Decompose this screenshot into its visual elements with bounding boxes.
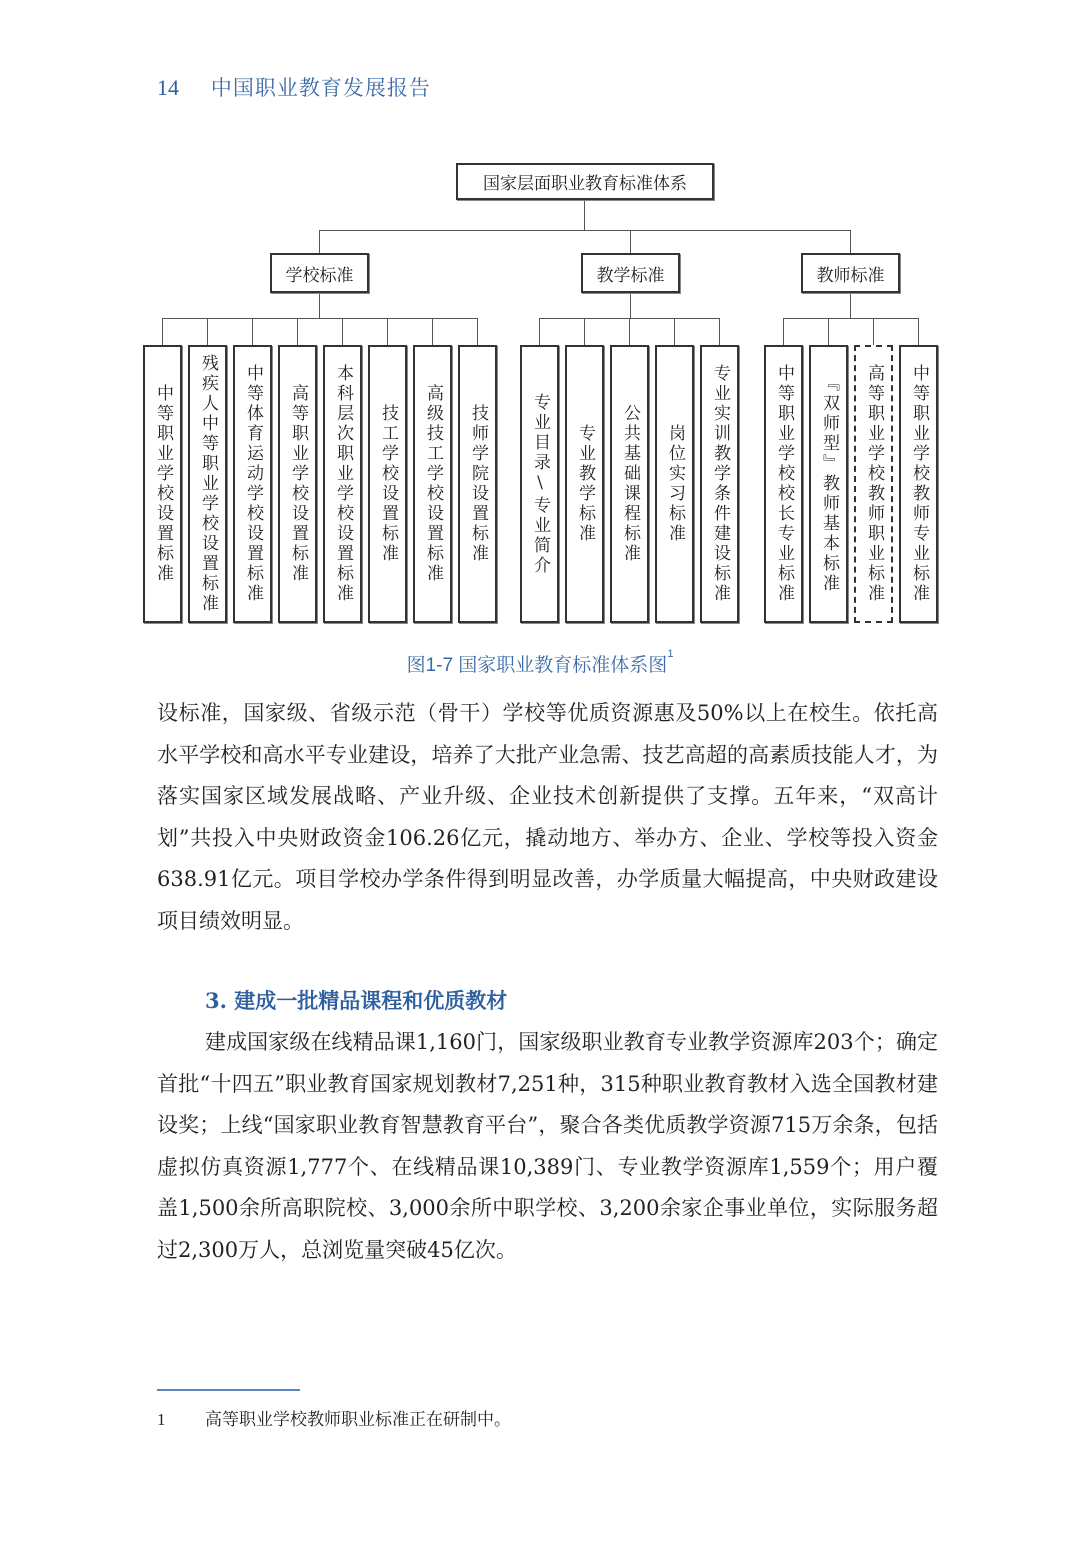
connector-line: [629, 318, 630, 345]
leaf-node: [520, 345, 559, 623]
connector-line: [162, 318, 163, 345]
connector-line: [432, 318, 433, 345]
connector-line: [477, 318, 478, 345]
leaf-node: [764, 345, 803, 623]
leaf-node: [278, 345, 317, 623]
leaf-node: [323, 345, 362, 623]
leaf-node: [413, 345, 452, 623]
leaf-node-pending: [854, 345, 893, 623]
connector-line: [783, 318, 919, 319]
leaf-label: 中等职业学校设置标准: [153, 384, 173, 584]
leaf-node: [655, 345, 694, 623]
leaf-label: 高等职业学校教师职业标准: [864, 364, 884, 604]
connector-line: [252, 318, 253, 345]
leaf-label: 岗位实习标准: [665, 424, 685, 544]
body-paragraph: 设标准，国家级、省级示范（骨干）学校等优质资源惠及50%以上在校生。依托高水平学校和高水平专业建设，培养了大批产业急需、技艺高超的高素质技能人才，为落实国家区域发展战略、产业升级、企业技术创新提供了支撑。五年来，“双高计划”共投入中央财政资金106.26亿元，撬动地方、举办方、企业、学校等投入资金638.91亿元。项目学校办学条件得到明显改善，办学质量大幅提高，中央财政建设项目绩效明显。: [157, 701, 938, 933]
body-paragraph: 建成国家级在线精品课1,160门，国家级职业教育专业教学资源库203个；确定首批“十四五”职业教育国家规划教材7,251种，315种职业教育教材入选全国教材建设奖；上线“国家职业教育智慧教育平台”，聚合各类优质教学资源715万余条，包括虚拟仿真资源1,777个、在线精品课10,389门、专业教学资源库1,559个；用户覆盖1,500余所高职院校、3,000余所中职学校、3,200余家企事业单位，实际服务超过2,300万人，总浏览量突破45亿次。: [157, 1030, 938, 1262]
figure-caption: [0, 650, 1080, 677]
leaf-node: [143, 345, 182, 623]
footnote-ref[interactable]: 1: [667, 648, 674, 660]
leaf-node: [809, 345, 848, 623]
connector-line: [297, 318, 298, 345]
leaf-label: 残疾人中等职业学校设置标准: [198, 354, 218, 614]
connector-line: [539, 318, 540, 345]
leaf-label: 专业目录\专业简介: [530, 392, 550, 576]
leaf-node: [610, 345, 649, 623]
connector-line: [387, 318, 388, 345]
connector-line: [630, 230, 631, 253]
connector-line: [342, 318, 343, 345]
category-node-school: [270, 253, 369, 293]
connector-line: [828, 318, 829, 345]
connector-line: [319, 230, 320, 253]
connector-line: [630, 293, 631, 319]
leaf-node: [899, 345, 938, 623]
leaf-label: 高等职业学校设置标准: [288, 384, 308, 584]
connector-line: [674, 318, 675, 345]
category-label: 教学标准: [596, 265, 665, 286]
connector-line: [873, 318, 874, 345]
category-node-teaching: [581, 253, 680, 293]
leaf-node: [188, 345, 227, 623]
connector-line: [918, 318, 919, 345]
leaf-label: 专业实训教学条件建设标准: [710, 364, 730, 604]
footnote-number: 1: [157, 1410, 166, 1429]
leaf-label: 『双师型』教师基本标准: [819, 374, 839, 594]
leaf-node: [233, 345, 272, 623]
connector-line: [850, 230, 851, 253]
leaf-label: 专业教学标准: [575, 424, 595, 544]
category-node-teacher: [801, 253, 900, 293]
footnote-text: 高等职业学校教师职业标准正在研制中。: [205, 1410, 511, 1430]
leaf-label: 高级技工学校设置标准: [423, 384, 443, 584]
leaf-node: [368, 345, 407, 623]
root-node: [456, 163, 714, 200]
footnote: [157, 1405, 511, 1430]
leaf-node: [565, 345, 604, 623]
leaf-label: 技工学校设置标准: [378, 404, 398, 564]
connector-line: [319, 293, 320, 319]
category-label: 学校标准: [285, 265, 354, 286]
category-label: 教师标准: [816, 265, 885, 286]
connector-line: [584, 200, 585, 230]
connector-line: [319, 230, 851, 231]
connector-line: [207, 318, 208, 345]
standards-hierarchy-diagram: [0, 0, 1080, 640]
caption-text: 图1-7 国家职业教育标准体系图: [406, 655, 668, 676]
leaf-label: 中等职业学校校长专业标准: [774, 364, 794, 604]
page-number: 14: [157, 75, 179, 100]
leaf-label: 本科层次职业学校设置标准: [333, 364, 353, 604]
connector-line: [584, 318, 585, 345]
leaf-node: [700, 345, 739, 623]
connector-line: [162, 318, 477, 319]
leaf-label: 技师学院设置标准: [468, 404, 488, 564]
connector-line: [783, 318, 784, 345]
leaf-label: 中等体育运动学校设置标准: [243, 364, 263, 604]
connector-line: [719, 318, 720, 345]
section-heading: 3. 建成一批精品课程和优质教材: [205, 988, 508, 1013]
connector-line: [850, 293, 851, 319]
leaf-label: 中等职业学校教师专业标准: [909, 364, 929, 604]
root-node-label: 国家层面职业教育标准体系: [483, 174, 687, 194]
book-title: 中国职业教育发展报告: [210, 77, 431, 100]
leaf-label: 公共基础课程标准: [620, 404, 640, 564]
leaf-node: [458, 345, 497, 623]
footnote-divider: [157, 1389, 300, 1391]
